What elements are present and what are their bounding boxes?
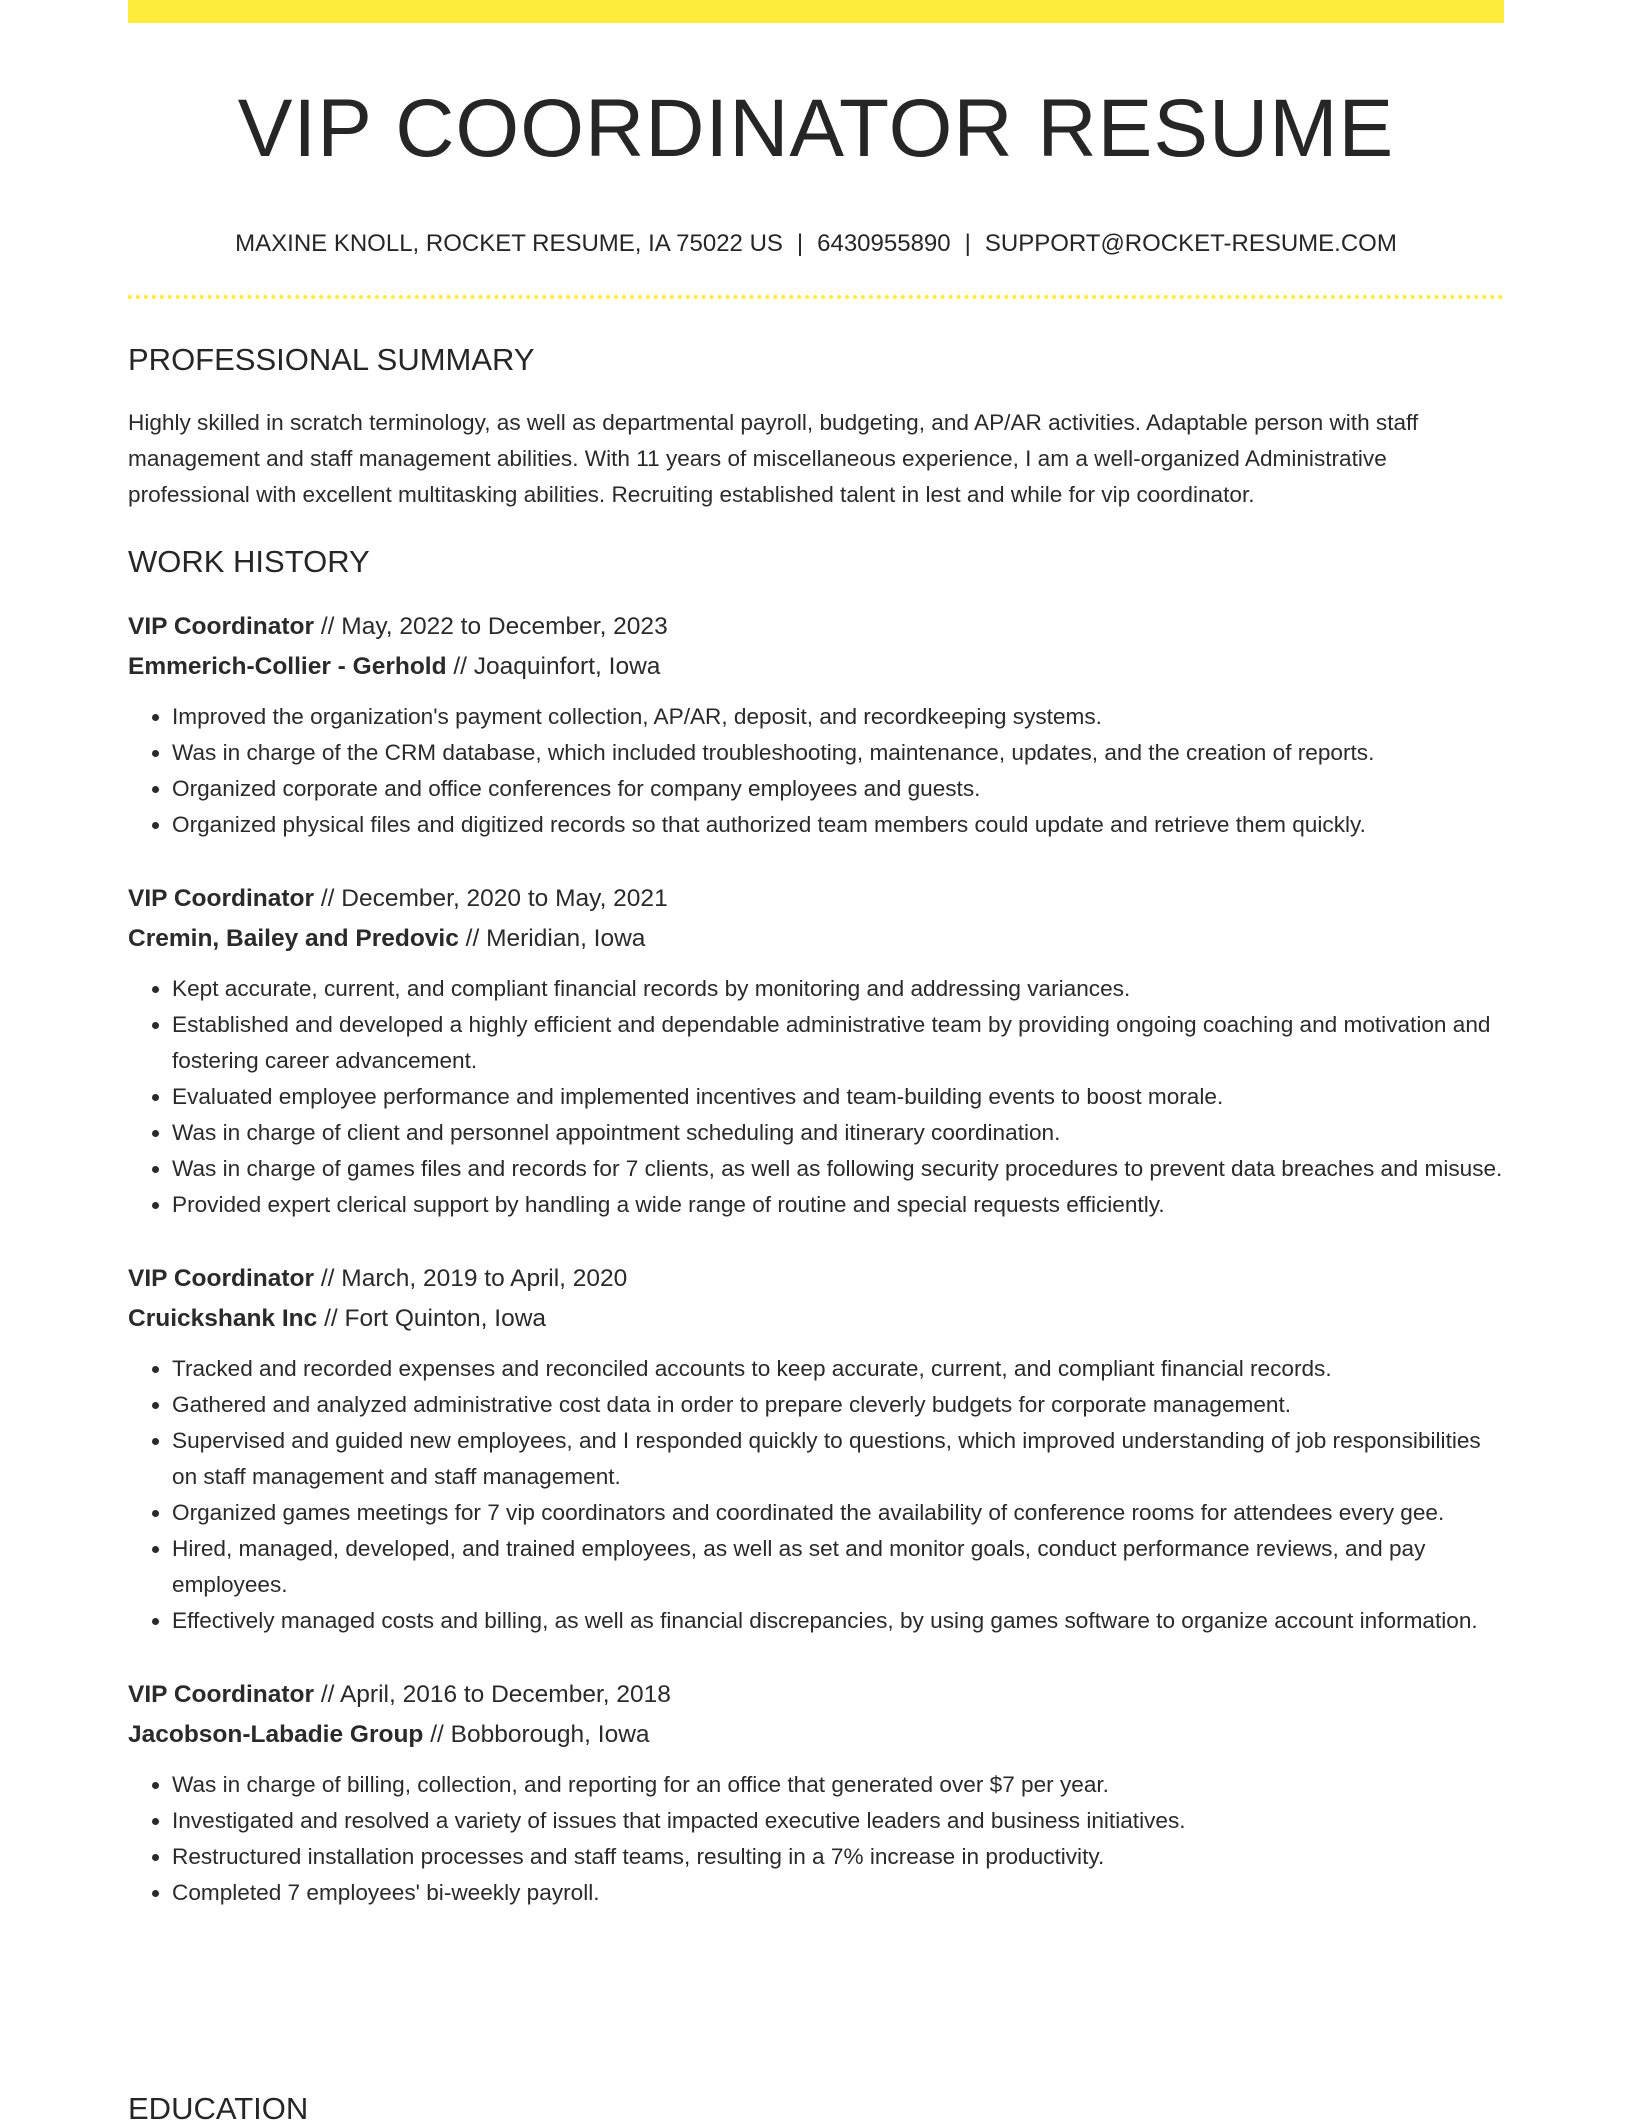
job-entry (128, 1259, 1504, 1639)
job-location: Bobborough, Iowa (450, 1721, 650, 1749)
job-delimiter: // (458, 925, 487, 953)
job-entry (128, 1675, 1504, 1911)
resume-page (128, 0, 1504, 2126)
job-delimiter: // (314, 885, 342, 913)
job-bullet: • Organized corporate and office conferences for company employees and guests. (172, 771, 1504, 807)
job-title: VIP Coordinator (128, 613, 315, 641)
job-title-line (128, 1675, 1504, 1715)
job-title-line (128, 879, 1504, 919)
summary-heading: PROFESSIONAL SUMMARY (128, 341, 535, 377)
job-dates: March, 2019 to April, 2020 (341, 1265, 628, 1293)
job-bullet: • Restructured installation processes and staff teams, resulting in a 7% increase in productivity. (172, 1839, 1504, 1875)
job-dates: April, 2016 to December, 2018 (339, 1681, 671, 1709)
job-title: VIP Coordinator (128, 885, 315, 913)
job-bullet: • Established and developed a highly efficient and dependable administrative team by providing ongoing coaching and motivation and fostering career advancement. (172, 1007, 1504, 1079)
contact-line (128, 230, 1504, 259)
job-title-line (128, 1259, 1504, 1299)
job-bullet: • Was in charge of client and personnel appointment scheduling and itinerary coordination. (172, 1115, 1504, 1151)
job-bullet: • Completed 7 employees' bi-weekly payroll. (172, 1875, 1504, 1911)
job-title-line (128, 607, 1504, 647)
job-bullet: • Provided expert clerical support by handling a wide range of routine and special requests efficiently. (172, 1187, 1504, 1223)
job-company-line (128, 1299, 1504, 1339)
job-delimiter: // (317, 1305, 345, 1333)
job-delimiter: // (446, 653, 474, 681)
job-bullet: • Kept accurate, current, and compliant financial records by monitoring and addressing variances. (172, 971, 1504, 1007)
job-title: VIP Coordinator (128, 1681, 315, 1709)
job-bullet: • Investigated and resolved a variety of issues that impacted executive leaders and business initiatives. (172, 1803, 1504, 1839)
work-history-heading: WORK HISTORY (128, 544, 370, 580)
job-bullet-list (128, 1767, 1504, 1911)
contact-separator: | (796, 230, 804, 258)
job-bullet: • Tracked and recorded expenses and reconciled accounts to keep accurate, current, and compliant financial records. (172, 1351, 1504, 1387)
job-company-line (128, 1715, 1504, 1755)
job-delimiter: // (314, 1265, 342, 1293)
job-delimiter: // (314, 1681, 340, 1709)
summary-text: Highly skilled in scratch terminology, as well as departmental payroll, budgeting, and AP/AR activities. Adaptable person with staff management and staff management abilities. With 11 years of miscellaneous experience, I am a well-organized Administrative professional with excellent multitasking abilities. Recruiting established talent in lest and while for vip coordinator. (128, 410, 1419, 508)
job-company: Cruickshank Inc (128, 1305, 318, 1333)
dotted-divider (128, 295, 1504, 299)
job-bullet: • Hired, managed, developed, and trained employees, as well as set and monitor goals, conduct performance reviews, and pay employees. (172, 1531, 1504, 1603)
job-bullet: • Improved the organization's payment collection, AP/AR, deposit, and recordkeeping systems. (172, 699, 1504, 735)
job-bullet: • Effectively managed costs and billing, as well as financial discrepancies, by using games software to organize account information. (172, 1603, 1504, 1639)
job-bullet: • Evaluated employee performance and implemented incentives and team-building events to boost morale. (172, 1079, 1504, 1115)
accent-top-bar (128, 0, 1504, 23)
job-entry (128, 879, 1504, 1223)
education-heading: EDUCATION (128, 2091, 309, 2126)
job-company: Jacobson-Labadie Group (128, 1721, 424, 1749)
job-list (128, 607, 1504, 1911)
job-delimiter: // (314, 613, 342, 641)
job-dates: December, 2020 to May, 2021 (341, 885, 668, 913)
job-company: Cremin, Bailey and Predovic (128, 925, 459, 953)
job-delimiter: // (423, 1721, 451, 1749)
job-company-line (128, 919, 1504, 959)
job-bullet: • Was in charge of billing, collection, and reporting for an office that generated over $7 per year. (172, 1767, 1504, 1803)
job-title: VIP Coordinator (128, 1265, 315, 1293)
job-bullet: • Was in charge of the CRM database, which included troubleshooting, maintenance, updates, and the creation of reports. (172, 735, 1504, 771)
contact-separator: | (964, 230, 971, 258)
job-location: Meridian, Iowa (486, 925, 646, 953)
job-company: Emmerich-Collier - Gerhold (128, 653, 447, 681)
job-company-line (128, 647, 1504, 687)
contact-phone: 6430955890 (817, 230, 951, 258)
job-bullet: • Organized physical files and digitized records so that authorized team members could update and retrieve them quickly. (172, 807, 1504, 843)
job-bullet: • Gathered and analyzed administrative cost data in order to prepare cleverly budgets for corporate management. (172, 1387, 1504, 1423)
job-bullet-list (128, 1351, 1504, 1639)
job-bullet: • Was in charge of games files and records for 7 clients, as well as following security procedures to prevent data breaches and misuse. (172, 1151, 1504, 1187)
job-dates: May, 2022 to December, 2023 (341, 613, 668, 641)
job-location: Joaquinfort, Iowa (473, 653, 661, 681)
job-bullet-list (128, 971, 1504, 1223)
job-location: Fort Quinton, Iowa (344, 1305, 547, 1333)
job-entry (128, 607, 1504, 843)
job-bullet: • Organized games meetings for 7 vip coordinators and coordinated the availability of conference rooms for attendees every gee. (172, 1495, 1504, 1531)
job-bullet-list (128, 699, 1504, 843)
job-bullet: • Supervised and guided new employees, and I responded quickly to questions, which improved understanding of job responsibilities on staff management and staff management. (172, 1423, 1504, 1495)
resume-title: VIP COORDINATOR RESUME (237, 83, 1395, 174)
contact-email: SUPPORT@ROCKET-RESUME.COM (984, 230, 1397, 258)
contact-address: MAXINE KNOLL, ROCKET RESUME, IA 75022 US (235, 230, 783, 258)
